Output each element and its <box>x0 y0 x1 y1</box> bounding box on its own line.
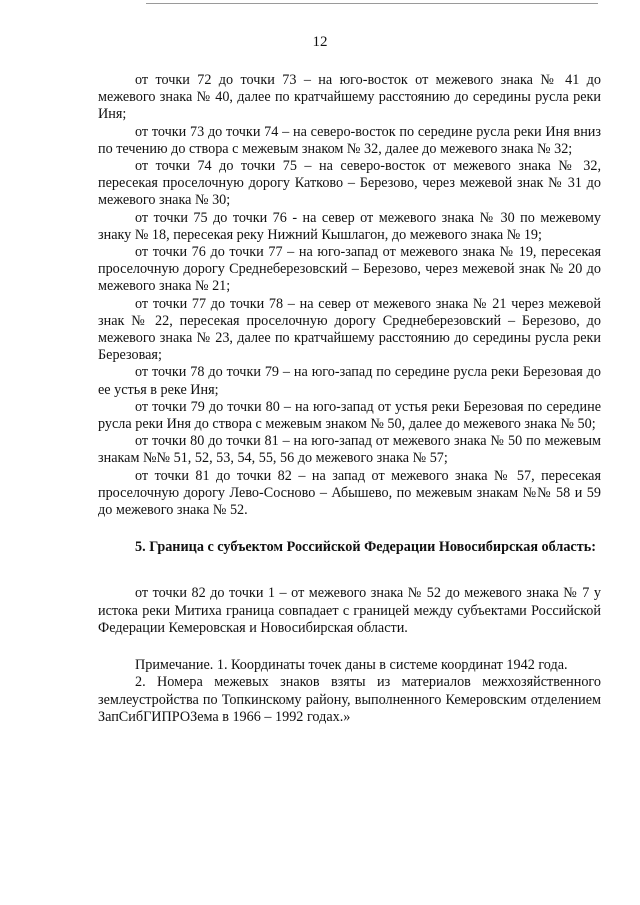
section-5-text: от точки 82 до точки 1 – от межевого знака № 52 до межевого знака № 7 у истока реки Митиха граница совпадает с границей между субъектами Российской Федерации Кемеровская и Новосибирская области. <box>98 585 601 636</box>
boundary-segment-73-74: от точки 73 до точки 74 – на северо-восток по середине русла реки Иня вниз по течению до створа с межевым знаком № 32, далее до межевого знака № 32; <box>98 123 601 157</box>
note-2: 2. Номера межевых знаков взяты из материалов межхозяйственного землеустройства по Топкинскому району, выполненного Кемеровским отделением ЗапСибГИПРОЗема в 1966 – 1992 годах.» <box>98 674 601 725</box>
boundary-segment-76-77: от точки 76 до точки 77 – на юго-запад от межевого знака № 19, пересекая проселочную дорогу Среднеберезовский – Березово, через межевой знак № 20 до межевого знака № 21; <box>98 244 601 295</box>
boundary-segment-81-82: от точки 81 до точки 82 – на запад от межевого знака № 57, пересекая проселочную дорогу Лево-Сосново – Абышево, по межевым знакам №№ 58 и 59 до межевого знака № 52. <box>98 467 601 519</box>
top-rule-line <box>146 3 598 4</box>
boundary-segment-79-80: от точки 79 до точки 80 – на юго-запад от устья реки Березовая по середине русла реки Иня до створа с межевым знаком № 50, далее до межевого знака № 50; <box>98 398 601 433</box>
boundary-segment-77-78: от точки 77 до точки 78 – на север от межевого знака № 21 через межевой знак № 22, пересекая проселочную дорогу Среднеберезовский – Березово, до межевого знака № 23, далее по кратчайшему расстоянию до середины русла реки Березовая; <box>98 295 601 364</box>
boundary-segment-74-75: от точки 74 до точки 75 – на северо-восток от межевого знака № 32, пересекая проселочную дорогу Катково – Березово, через межевой знак № 31 до межевого знака № 30; <box>98 158 601 209</box>
notes-block <box>98 657 601 726</box>
boundary-segment-80-81: от точки 80 до точки 81 – на юго-запад от межевого знака № 50 по межевым знакам №№ 51, 52, 53, 54, 55, 56 до межевого знака № 57; <box>98 433 601 467</box>
boundary-segment-75-76: от точки 75 до точки 76 - на север от межевого знака № 30 по межевому знаку № 18, пересекая реку Нижний Кышлагон, до межевого знака № 19; <box>98 209 601 243</box>
page-number: 12 <box>312 34 328 50</box>
boundary-segment-78-79: от точки 78 до точки 79 – на юго-запад по середине русла реки Березовая до ее устья в реке Иня; <box>98 364 601 398</box>
section-5-heading: 5. Граница с субъектом Российской Федерации Новосибирская область: <box>135 539 596 556</box>
document-body <box>98 72 601 726</box>
boundary-segment-72-73: от точки 72 до точки 73 – на юго-восток от межевого знака № 41 до межевого знака № 40, далее по кратчайшему расстоянию до середины русла реки Иня; <box>98 72 601 123</box>
note-1: Примечание. 1. Координаты точек даны в системе координат 1942 года. <box>135 657 568 674</box>
